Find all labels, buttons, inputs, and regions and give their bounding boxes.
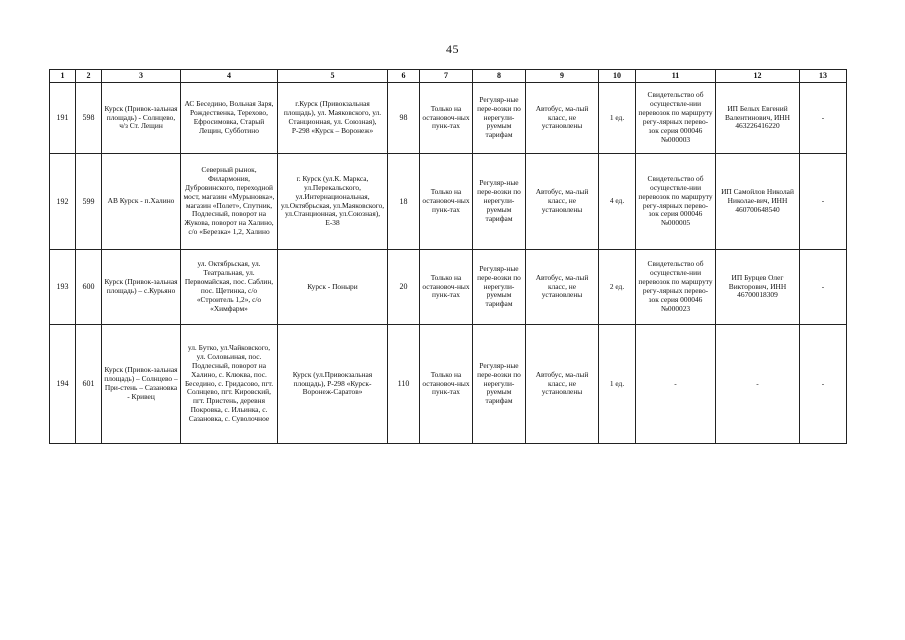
- transport-type-cell: Регуляр-ные пере-возки по нерегули-руемым тарифам: [473, 325, 526, 444]
- vehicle-count-cell: 4 ед.: [599, 154, 636, 250]
- notes-cell: -: [800, 325, 847, 444]
- stops-cell: ул. Октябрьская, ул. Театральная, ул. Первомайская, пос. Саблин, пос. Щетинка, с/о «Строитель 1,2», с/о «Химфарм»: [181, 250, 278, 325]
- route-number-cell: 601: [76, 325, 102, 444]
- notes-cell: -: [800, 250, 847, 325]
- route-name-cell: Курск (Привок-зальная площадь) – с.Курьяно: [102, 250, 181, 325]
- column-header: 4: [181, 70, 278, 83]
- column-header: 2: [76, 70, 102, 83]
- vehicle-class-cell: Автобус, ма-лый класс, не установлены: [526, 250, 599, 325]
- notes-cell: -: [800, 154, 847, 250]
- boarding-order-cell: Только на остановоч-ных пунк-тах: [420, 250, 473, 325]
- certificate-cell: -: [636, 325, 716, 444]
- transport-type-cell: Регуляр-ные пере-возки по нерегули-руемым тарифам: [473, 250, 526, 325]
- stops-cell: ул. Бутко, ул.Чайковского, ул. Соловьиная, пос. Подлесный, поворот на Халино, с. Клюква, пос. Беседино, с. Гридасово, пгт. Солнцево, пгт. Кировский, пгт. Пристень, деревня Покровка, с. Ильинка, с. Сазановка, с. Суволочное: [181, 325, 278, 444]
- notes-cell: -: [800, 83, 847, 154]
- column-header: 9: [526, 70, 599, 83]
- transport-type-cell: Регуляр-ные пере-возки по нерегули-руемым тарифам: [473, 154, 526, 250]
- table-row: [50, 83, 847, 154]
- carrier-cell: -: [716, 325, 800, 444]
- column-header: 3: [102, 70, 181, 83]
- column-header: 10: [599, 70, 636, 83]
- stops-cell: Северный рынок, Филармония, Дубровинского, переходной мост, магазин «Мурыновка», магазин «Полет», Спутник, Подлесный, поворот на Жукова, поворот на Халино, с/о «Березка» 1,2, Халино: [181, 154, 278, 250]
- column-header: 5: [278, 70, 388, 83]
- transport-type-cell: Регуляр-ные пере-возки по нерегули-руемым тарифам: [473, 83, 526, 154]
- route-name-cell: Курск (Привок-зальная площадь) - Солнцево, ч/з Ст. Лещин: [102, 83, 181, 154]
- carrier-cell: ИП Белых Евгений Валентинович, ИНН 463226416220: [716, 83, 800, 154]
- routes-table: [49, 69, 847, 444]
- vehicle-count-cell: 2 ед.: [599, 250, 636, 325]
- vehicle-count-cell: 1 ед.: [599, 325, 636, 444]
- row-index-cell: 191: [50, 83, 76, 154]
- page-number: 45: [446, 42, 459, 56]
- column-header: 7: [420, 70, 473, 83]
- row-index-cell: 194: [50, 325, 76, 444]
- certificate-cell: Свидетельство об осуществле-нии перевозок по маршруту регу-лярных перево-зок серия 000046 №000005: [636, 154, 716, 250]
- row-index-cell: 192: [50, 154, 76, 250]
- table-row: [50, 325, 847, 444]
- carrier-cell: ИП Бурцев Олег Викторович, ИНН 46700018309: [716, 250, 800, 325]
- vehicle-class-cell: Автобус, ма-лый класс, не установлены: [526, 154, 599, 250]
- certificate-cell: Свидетельство об осуществле-нии перевозок по маршруту регу-лярных перево-зок серия 000046 №000023: [636, 250, 716, 325]
- certificate-cell: Свидетельство об осуществле-нии перевозок по маршруту регу-лярных перево-зок серия 000046 №000003: [636, 83, 716, 154]
- route-number-cell: 600: [76, 250, 102, 325]
- route-name-cell: АВ Курск - п.Халино: [102, 154, 181, 250]
- boarding-order-cell: Только на остановоч-ных пунк-тах: [420, 83, 473, 154]
- vehicle-class-cell: Автобус, ма-лый класс, не установлены: [526, 83, 599, 154]
- table-row: [50, 154, 847, 250]
- length-cell: 110: [388, 325, 420, 444]
- column-header: 12: [716, 70, 800, 83]
- length-cell: 20: [388, 250, 420, 325]
- column-header: 11: [636, 70, 716, 83]
- streets-cell: Курск (ул.Привокзальная площадь), Р-298 «Курск-Воронеж-Саратов»: [278, 325, 388, 444]
- column-header: 13: [800, 70, 847, 83]
- route-number-cell: 599: [76, 154, 102, 250]
- table-row: [50, 250, 847, 325]
- vehicle-class-cell: Автобус, ма-лый класс, не установлены: [526, 325, 599, 444]
- row-index-cell: 193: [50, 250, 76, 325]
- streets-cell: г.Курск (Привокзальная площадь), ул. Маяковского, ул. Станционная, ул. Союзная), Р-298 «Курск – Воронеж»: [278, 83, 388, 154]
- carrier-cell: ИП Самойлов Николай Николае-вич, ИНН 460700648540: [716, 154, 800, 250]
- length-cell: 18: [388, 154, 420, 250]
- length-cell: 98: [388, 83, 420, 154]
- vehicle-count-cell: 1 ед.: [599, 83, 636, 154]
- header-row: [50, 70, 847, 83]
- streets-cell: Курск - Поныри: [278, 250, 388, 325]
- column-header: 8: [473, 70, 526, 83]
- route-name-cell: Курск (Привок-зальная площадь) – Солнцево – При-стень – Сазановка - Кривец: [102, 325, 181, 444]
- boarding-order-cell: Только на остановоч-ных пунк-тах: [420, 154, 473, 250]
- stops-cell: АС Беседино, Вольная Заря, Рождественка, Терехово, Ефросимовка, Старый Лещин, Субботино: [181, 83, 278, 154]
- column-header: 6: [388, 70, 420, 83]
- column-header: 1: [50, 70, 76, 83]
- boarding-order-cell: Только на остановоч-ных пунк-тах: [420, 325, 473, 444]
- streets-cell: г. Курск (ул.К. Маркса, ул.Перекальского, ул.Интернациональная, ул.Октябрьская, ул.Маяковского, ул.Станционная, ул.Союзная), Е-38: [278, 154, 388, 250]
- route-number-cell: 598: [76, 83, 102, 154]
